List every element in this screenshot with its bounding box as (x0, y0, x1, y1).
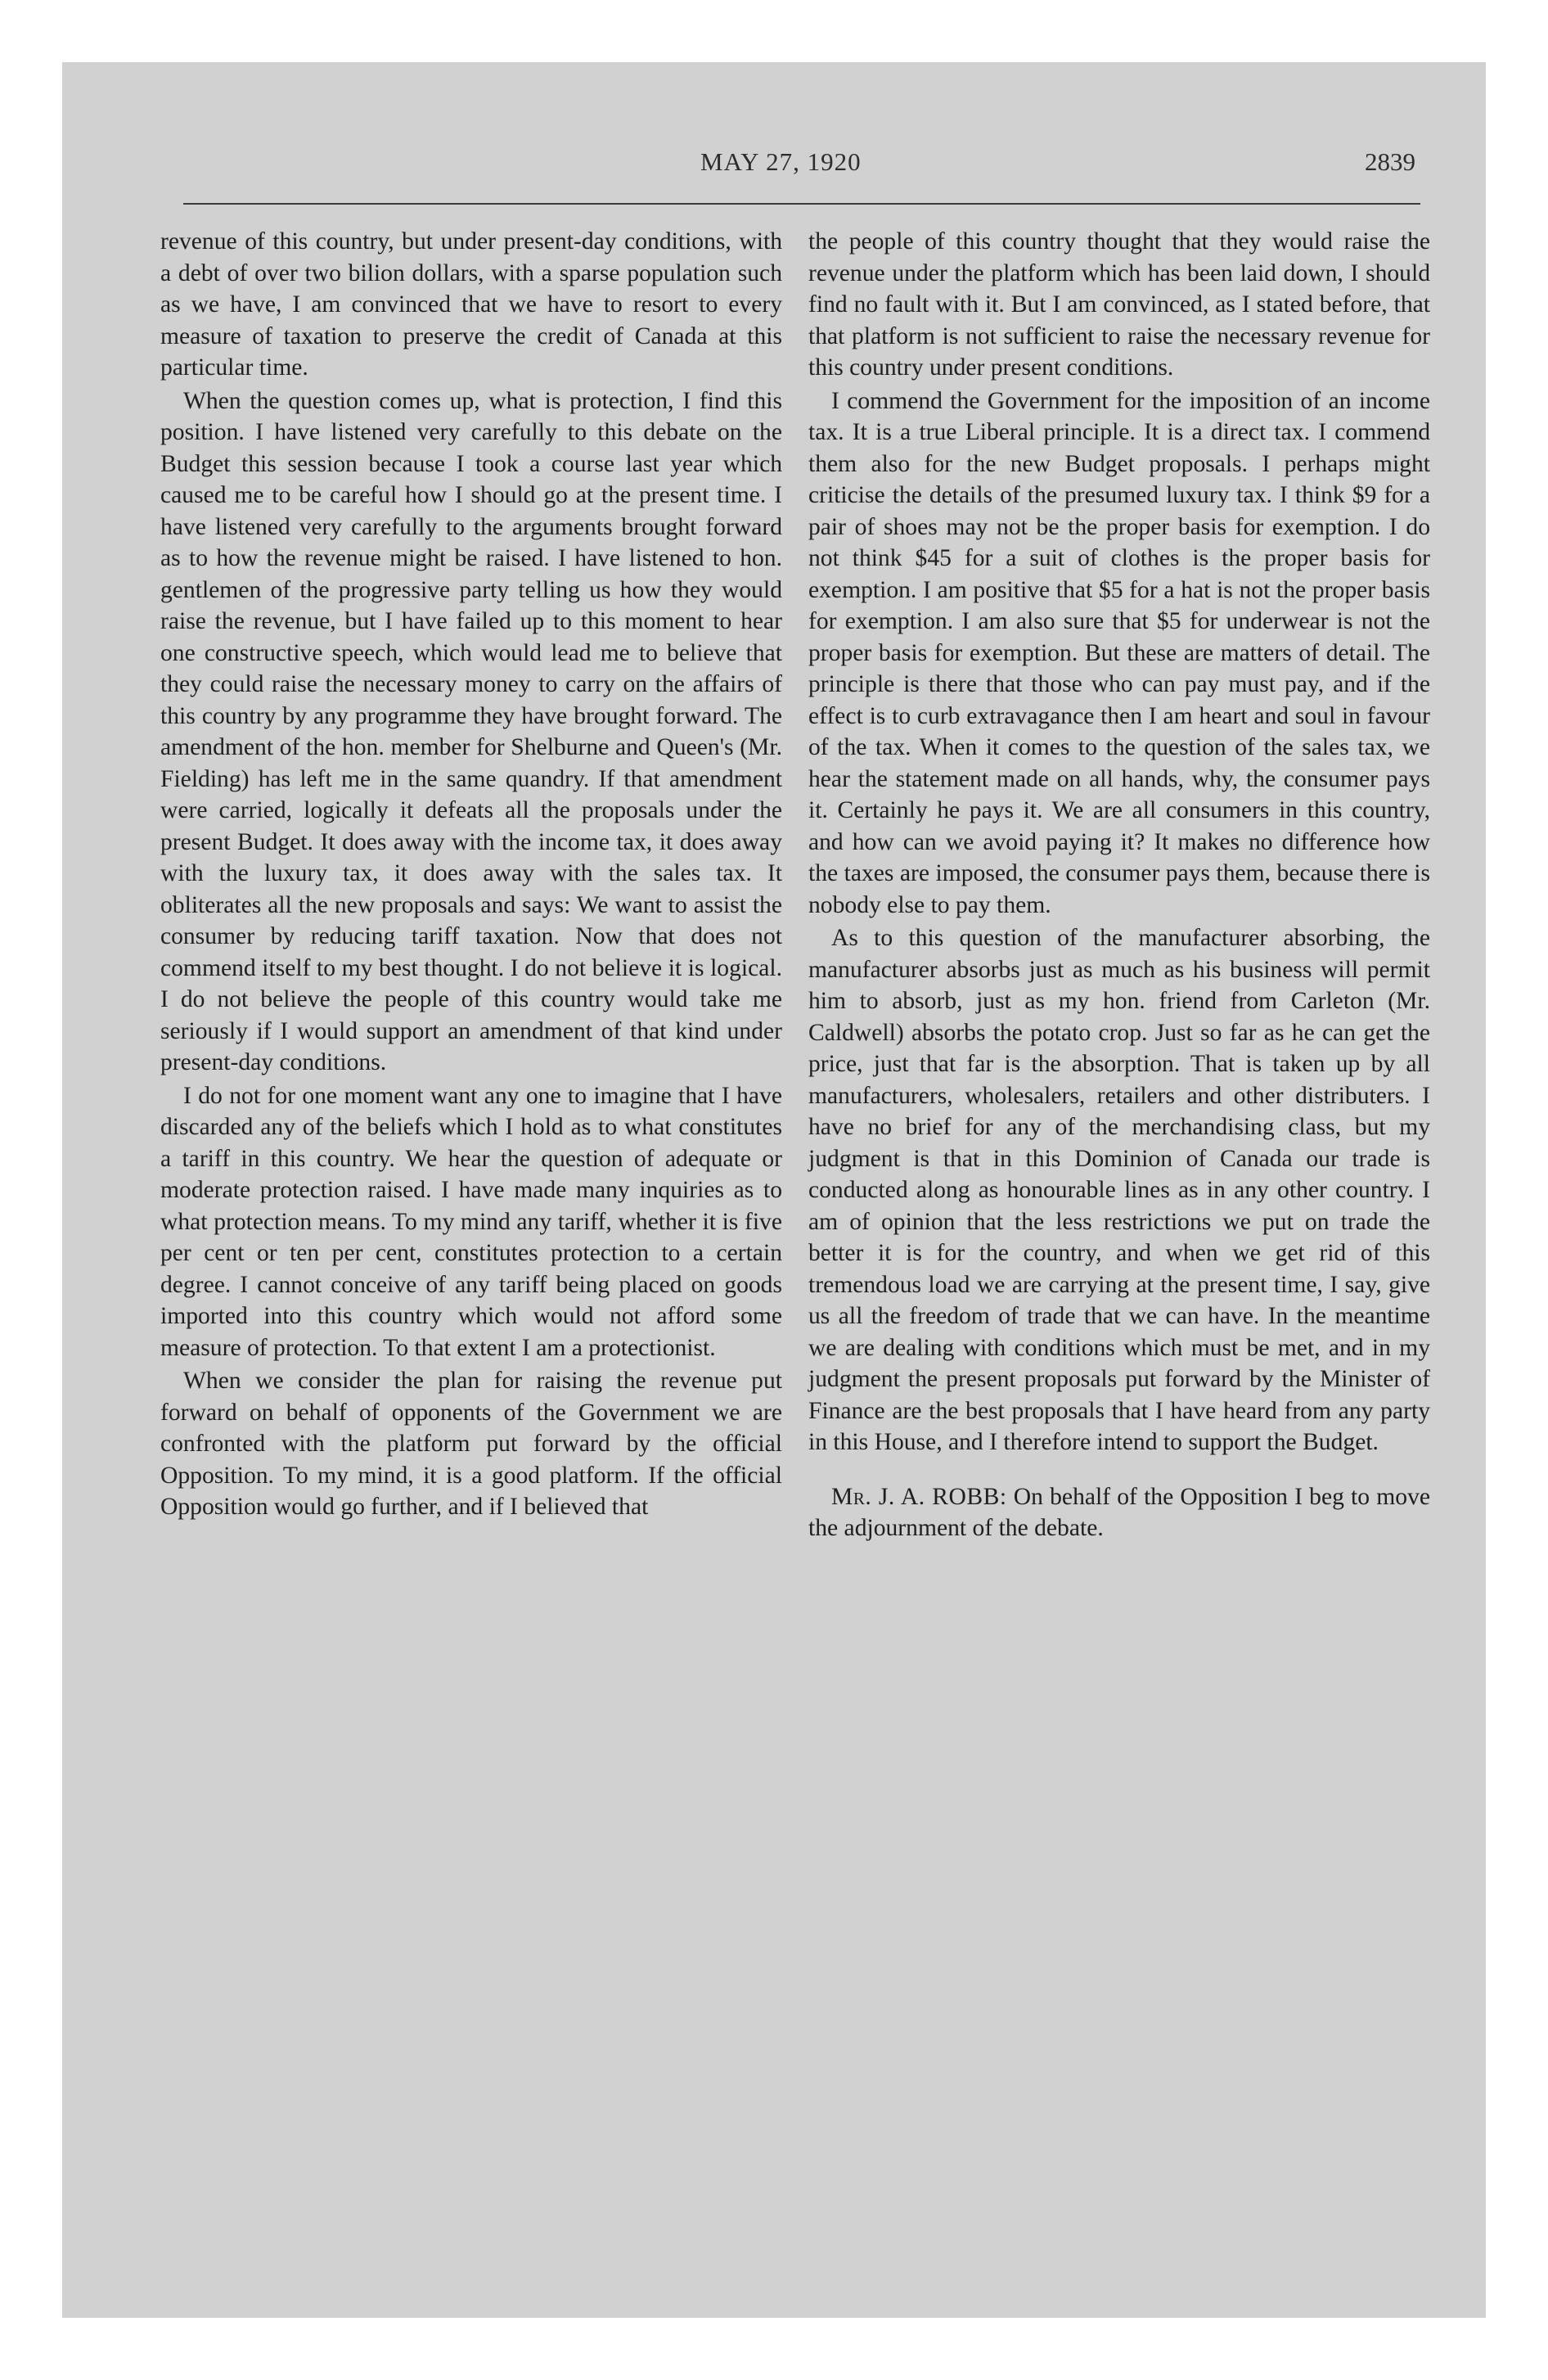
paragraph: I commend the Government for the imposition of an income tax. It is a true Liberal principle. It is a direct tax. I commend them also for the new Budget proposals. I perhaps might criticise the details of the presumed luxury tax. I think $9 for a pair of shoes may not be the proper basis for exemption. I do not think $45 for a suit of clothes is the proper basis for exemption. I am positive that $5 for a hat is not the proper basis for exemption. I am also sure that $5 for underwear is not the proper basis for exemption. But these are matters of detail. The principle is there that those who can pay must pay, and if the effect is to curb extravagance then I am heart and soul in favour of the tax. When it comes to the question of the sales tax, we hear the statement made on all hands, why, the consumer pays it. Certainly he pays it. We are all consumers in this country, and how can we avoid paying it? It makes no difference how the taxes are imposed, the consumer pays them, because there is nobody else to pay them. (808, 387, 1430, 918)
page-number: 2839 (1365, 147, 1415, 176)
paragraph: When the question comes up, what is protection, I find this position. I have listened very carefully to this debate on the Budget this session because I took a course last year which caused me to be careful how I should go at the present time. I have listened very carefully to the arguments brought forward as to how the revenue might be raised. I have listened to hon. gentlemen of the progressive party telling us how they would raise the revenue, but I have failed up to this moment to hear one constructive speech, which would lead me to believe that they could raise the necessary money to carry on the affairs of this country by any programme they have brought forward. The amendment of the hon. member for Shelburne and Queen's (Mr. Fielding) has left me in the same quandry. If that amendment were carried, logically it defeats all the proposals under the present Budget. It does away with the income tax, it does away with the luxury tax, it does away with the sales tax. It obliterates all the new proposals and says: We want to assist the consumer by reducing tariff taxation. Now that does not commend itself to my best thought. I do not believe it is logical. I do not believe the people of this country would take me seriously if I would support an amendment of that kind under present-day conditions. (160, 387, 782, 1075)
closing-text: On behalf of the Opposition I beg to move the adjournment of the debate. (808, 1483, 1430, 1541)
page-header (183, 147, 1427, 183)
paragraph: As to this question of the manufacturer absorbing, the manufacturer absorbs just as much as his business will permit him to absorb, just as my hon. friend from Carleton (Mr. Caldwell) absorbs the potato crop. Just so far as he can get the price, just that far is the absorption. That is taken up by all manufacturers, wholesalers, retailers and other distributers. I have no brief for any of the merchandising class, but my judgment is that in this Dominion of Canada our trade is conducted along as honourable lines as in any other country. I am of opinion that the less restrictions we put on trade the better it is for the country, and when we get rid of this tremendous load we are carrying at the present time, I say, give us all the freedom of trade that we can have. In the meantime we are dealing with conditions which must be met, and in my judgment the present proposals put forward by the Minister of Finance are the best proposals that I have heard from any party in this House, and I therefore intend to support the Budget. (808, 925, 1430, 1455)
closing-paragraph (808, 1481, 1430, 1544)
paragraph: I do not for one moment want any one to imagine that I have discarded any of the beliefs which I hold as to what constitutes a tariff in this country. We hear the question of adequate or moderate protection raised. I have made many inquiries as to what protection means. To my mind any tariff, whether it is five per cent or ten per cent, constitutes protection to a certain degree. I cannot conceive of any tariff being placed on goods imported into this country which would not afford some measure of protection. To that extent I am a protectionist. (160, 1082, 782, 1361)
header-rule (183, 203, 1420, 205)
paragraph: When we consider the plan for raising the revenue put forward on behalf of opponents of the Government we are confronted with the platform put forward by the official Opposition. To my mind, it is a good platform. If the official Opposition would go further, and if I believed that (160, 1368, 782, 1520)
right-column (808, 226, 1430, 1546)
left-column (160, 226, 782, 1525)
paragraph: revenue of this country, but under present-day conditions, with a debt of over two bilion dollars, with a sparse population such as we have, I am convinced that we have to resort to every measure of taxation to preserve the credit of Canada at this particular time. (160, 228, 782, 381)
page-date: MAY 27, 1920 (700, 147, 862, 176)
speaker-name: Mr. J. A. ROBB: (831, 1483, 1007, 1510)
paragraph: the people of this country thought that they would raise the revenue under the platform which has been laid down, I should find no fault with it. But I am convinced, as I stated before, that that platform is not sufficient to raise the necessary revenue for this country under present conditions. (808, 228, 1430, 381)
